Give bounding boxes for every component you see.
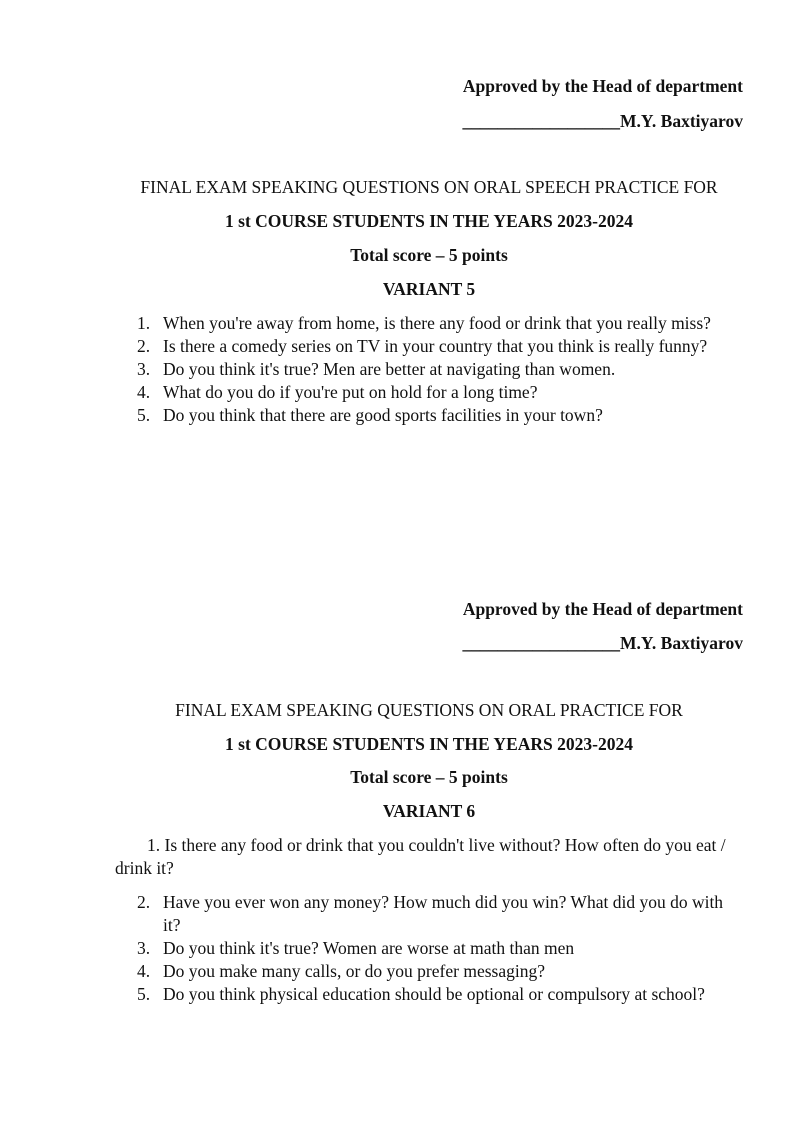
question-item: [0, 937, 743, 960]
question-text: When you're away from home, is there any food or drink that you really miss?: [163, 313, 711, 333]
question-item: [0, 312, 743, 335]
question-text: What do you do if you're put on hold for a long time?: [163, 382, 538, 402]
course-line: 1 st COURSE STUDENTS IN THE YEARS 2023-2024: [225, 734, 633, 754]
approval-line: Approved by the Head of department: [462, 599, 743, 619]
question-number: 2.: [137, 892, 151, 912]
question-text: Have you ever won any money? How much did you win? What did you do with it?: [163, 892, 724, 935]
approval-line: Approved by the Head of department: [462, 76, 743, 96]
question-item: [0, 960, 743, 983]
course-line: 1 st COURSE STUDENTS IN THE YEARS 2023-2024: [225, 211, 633, 231]
exam-heading: FINAL EXAM SPEAKING QUESTIONS ON ORAL SPEECH PRACTICE FOR: [140, 177, 718, 197]
question-paragraph: 1. Is there any food or drink that you couldn't live without? How often do you eat / drink it?: [115, 835, 726, 878]
question-text: Do you think it's true? Women are worse at math than men: [163, 938, 575, 958]
question-number: 5.: [137, 984, 151, 1004]
variant-title: VARIANT 6: [382, 801, 476, 821]
question-item: [0, 983, 743, 1006]
question-number: 3.: [137, 359, 151, 379]
variant-title: VARIANT 5: [382, 279, 476, 299]
question-number: 3.: [137, 938, 151, 958]
question-text: Do you think that there are good sports facilities in your town?: [163, 405, 603, 425]
question-number: 5.: [137, 405, 151, 425]
question-number: 1.: [137, 313, 151, 333]
question-text: Do you think it's true? Men are better at navigating than women.: [163, 359, 616, 379]
question-item: [0, 404, 743, 427]
question-item: [0, 891, 743, 937]
question-list: [0, 312, 800, 427]
question-number: 2.: [137, 336, 151, 356]
question-item: [0, 381, 743, 404]
question-text: Do you think physical education should be optional or compulsory at school?: [163, 984, 705, 1004]
total-score: Total score – 5 points: [350, 245, 508, 265]
signature-line: __________________M.Y. Baxtiyarov: [462, 111, 743, 131]
question-item: [0, 358, 743, 381]
question-list: [0, 891, 800, 1006]
question-text: Do you make many calls, or do you prefer messaging?: [163, 961, 545, 981]
total-score: Total score – 5 points: [350, 767, 508, 787]
question-item: [0, 335, 743, 358]
question-number: 4.: [137, 382, 151, 402]
exam-heading: FINAL EXAM SPEAKING QUESTIONS ON ORAL PRACTICE FOR: [175, 700, 683, 720]
question-number: 4.: [137, 961, 151, 981]
signature-line: __________________M.Y. Baxtiyarov: [462, 633, 743, 653]
question-text: Is there a comedy series on TV in your country that you think is really funny?: [163, 336, 708, 356]
